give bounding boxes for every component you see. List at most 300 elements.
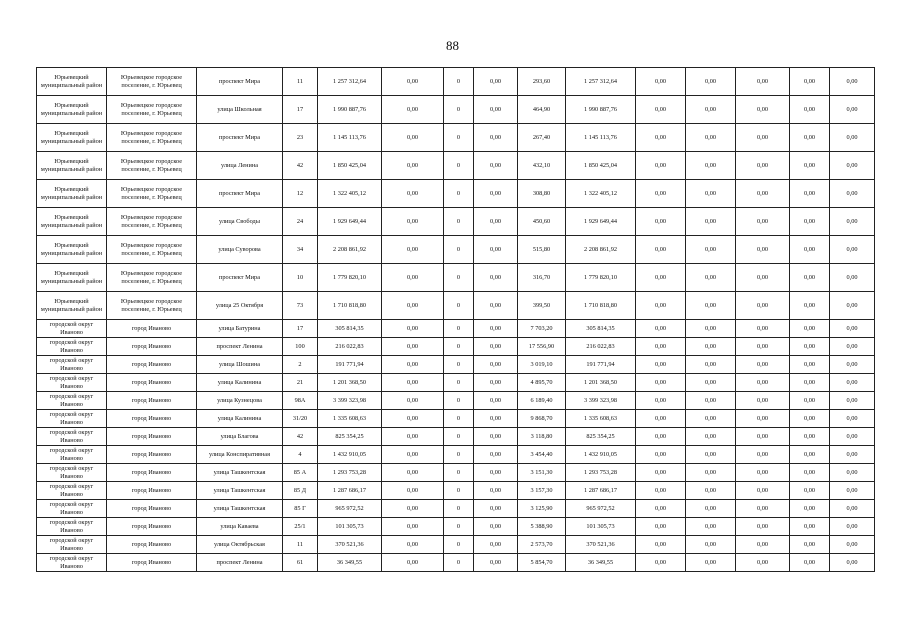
total-cell: 1 201 368,50 xyxy=(566,374,636,392)
amount-cell: 36 349,55 xyxy=(318,554,382,572)
col-14-cell: 0,00 xyxy=(790,518,830,536)
amount-cell: 1 432 910,05 xyxy=(318,446,382,464)
col-11-cell: 0,00 xyxy=(636,518,686,536)
col-13-cell: 0,00 xyxy=(736,338,790,356)
col-11-cell: 0,00 xyxy=(636,236,686,264)
table-row xyxy=(37,536,875,554)
col-7-cell: 0 xyxy=(444,482,474,500)
col-13-cell: 0,00 xyxy=(736,152,790,180)
area-cell: 464,90 xyxy=(518,96,566,124)
street-cell: проспект Мира xyxy=(197,180,283,208)
col-13-cell: 0,00 xyxy=(736,392,790,410)
col-12-cell: 0,00 xyxy=(686,180,736,208)
col-7-cell: 0 xyxy=(444,338,474,356)
col-12-cell: 0,00 xyxy=(686,410,736,428)
table-row xyxy=(37,392,875,410)
col-7-cell: 0 xyxy=(444,292,474,320)
col-8-cell: 0,00 xyxy=(474,338,518,356)
settlement-cell: город Иваново xyxy=(107,410,197,428)
col-12-cell: 0,00 xyxy=(686,446,736,464)
col-7-cell: 0 xyxy=(444,264,474,292)
house-number-cell: 85 А xyxy=(283,464,318,482)
col-7-cell: 0 xyxy=(444,428,474,446)
table-body xyxy=(37,68,875,572)
municipality-cell: городской округ Иваново xyxy=(37,554,107,572)
col-11-cell: 0,00 xyxy=(636,500,686,518)
col-11-cell: 0,00 xyxy=(636,338,686,356)
col-15-cell: 0,00 xyxy=(830,356,875,374)
area-cell: 3 118,80 xyxy=(518,428,566,446)
municipality-cell: городской округ Иваново xyxy=(37,410,107,428)
table-row xyxy=(37,68,875,96)
col-7-cell: 0 xyxy=(444,68,474,96)
area-cell: 3 125,90 xyxy=(518,500,566,518)
settlement-cell: Юрьевецкое городское поселение, г. Юрьевец xyxy=(107,124,197,152)
col-13-cell: 0,00 xyxy=(736,208,790,236)
house-number-cell: 24 xyxy=(283,208,318,236)
col-8-cell: 0,00 xyxy=(474,410,518,428)
street-cell: проспект Ленина xyxy=(197,554,283,572)
col-12-cell: 0,00 xyxy=(686,500,736,518)
table-row xyxy=(37,124,875,152)
col-13-cell: 0,00 xyxy=(736,292,790,320)
col-13-cell: 0,00 xyxy=(736,264,790,292)
col-7-cell: 0 xyxy=(444,410,474,428)
col-11-cell: 0,00 xyxy=(636,554,686,572)
col-6-cell: 0,00 xyxy=(382,124,444,152)
house-number-cell: 4 xyxy=(283,446,318,464)
col-12-cell: 0,00 xyxy=(686,236,736,264)
settlement-cell: город Иваново xyxy=(107,464,197,482)
amount-cell: 1 293 753,28 xyxy=(318,464,382,482)
col-11-cell: 0,00 xyxy=(636,356,686,374)
col-11-cell: 0,00 xyxy=(636,68,686,96)
house-number-cell: 85 Д xyxy=(283,482,318,500)
house-number-cell: 100 xyxy=(283,338,318,356)
house-number-cell: 42 xyxy=(283,152,318,180)
col-6-cell: 0,00 xyxy=(382,96,444,124)
total-cell: 191 771,94 xyxy=(566,356,636,374)
area-cell: 17 556,90 xyxy=(518,338,566,356)
amount-cell: 1 322 405,12 xyxy=(318,180,382,208)
amount-cell: 305 814,35 xyxy=(318,320,382,338)
col-7-cell: 0 xyxy=(444,446,474,464)
total-cell: 370 521,36 xyxy=(566,536,636,554)
col-7-cell: 0 xyxy=(444,236,474,264)
col-15-cell: 0,00 xyxy=(830,208,875,236)
col-6-cell: 0,00 xyxy=(382,518,444,536)
area-cell: 5 388,90 xyxy=(518,518,566,536)
col-7-cell: 0 xyxy=(444,96,474,124)
col-14-cell: 0,00 xyxy=(790,482,830,500)
col-15-cell: 0,00 xyxy=(830,554,875,572)
area-cell: 432,10 xyxy=(518,152,566,180)
total-cell: 1 287 686,17 xyxy=(566,482,636,500)
col-11-cell: 0,00 xyxy=(636,152,686,180)
col-8-cell: 0,00 xyxy=(474,356,518,374)
col-14-cell: 0,00 xyxy=(790,428,830,446)
street-cell: улица Ташкентская xyxy=(197,500,283,518)
total-cell: 1 322 405,12 xyxy=(566,180,636,208)
total-cell: 825 354,25 xyxy=(566,428,636,446)
table-row xyxy=(37,338,875,356)
table-row xyxy=(37,410,875,428)
col-14-cell: 0,00 xyxy=(790,356,830,374)
col-8-cell: 0,00 xyxy=(474,536,518,554)
area-cell: 7 703,20 xyxy=(518,320,566,338)
col-13-cell: 0,00 xyxy=(736,464,790,482)
col-8-cell: 0,00 xyxy=(474,374,518,392)
municipality-cell: городской округ Иваново xyxy=(37,536,107,554)
col-13-cell: 0,00 xyxy=(736,356,790,374)
col-8-cell: 0,00 xyxy=(474,320,518,338)
col-6-cell: 0,00 xyxy=(382,374,444,392)
col-11-cell: 0,00 xyxy=(636,96,686,124)
table-row xyxy=(37,374,875,392)
col-12-cell: 0,00 xyxy=(686,96,736,124)
col-6-cell: 0,00 xyxy=(382,500,444,518)
col-14-cell: 0,00 xyxy=(790,292,830,320)
col-14-cell: 0,00 xyxy=(790,320,830,338)
col-8-cell: 0,00 xyxy=(474,264,518,292)
table-row xyxy=(37,208,875,236)
house-number-cell: 11 xyxy=(283,68,318,96)
col-12-cell: 0,00 xyxy=(686,464,736,482)
col-13-cell: 0,00 xyxy=(736,446,790,464)
table-row xyxy=(37,180,875,208)
settlement-cell: город Иваново xyxy=(107,518,197,536)
area-cell: 4 895,70 xyxy=(518,374,566,392)
col-6-cell: 0,00 xyxy=(382,410,444,428)
total-cell: 1 929 649,44 xyxy=(566,208,636,236)
col-12-cell: 0,00 xyxy=(686,152,736,180)
total-cell: 36 349,55 xyxy=(566,554,636,572)
municipality-cell: городской округ Иваново xyxy=(37,374,107,392)
amount-cell: 1 145 113,76 xyxy=(318,124,382,152)
col-11-cell: 0,00 xyxy=(636,410,686,428)
settlement-cell: город Иваново xyxy=(107,446,197,464)
settlement-cell: город Иваново xyxy=(107,320,197,338)
col-6-cell: 0,00 xyxy=(382,180,444,208)
house-number-cell: 10 xyxy=(283,264,318,292)
total-cell: 965 972,52 xyxy=(566,500,636,518)
col-8-cell: 0,00 xyxy=(474,124,518,152)
col-7-cell: 0 xyxy=(444,392,474,410)
col-15-cell: 0,00 xyxy=(830,410,875,428)
house-number-cell: 98А xyxy=(283,392,318,410)
col-7-cell: 0 xyxy=(444,518,474,536)
municipality-cell: городской округ Иваново xyxy=(37,482,107,500)
settlement-cell: Юрьевецкое городское поселение, г. Юрьевец xyxy=(107,180,197,208)
col-15-cell: 0,00 xyxy=(830,338,875,356)
amount-cell: 216 022,83 xyxy=(318,338,382,356)
house-number-cell: 11 xyxy=(283,536,318,554)
house-number-cell: 73 xyxy=(283,292,318,320)
municipality-cell: городской округ Иваново xyxy=(37,446,107,464)
col-14-cell: 0,00 xyxy=(790,264,830,292)
col-13-cell: 0,00 xyxy=(736,96,790,124)
col-12-cell: 0,00 xyxy=(686,320,736,338)
col-11-cell: 0,00 xyxy=(636,180,686,208)
col-13-cell: 0,00 xyxy=(736,482,790,500)
col-11-cell: 0,00 xyxy=(636,292,686,320)
col-6-cell: 0,00 xyxy=(382,320,444,338)
municipality-cell: Юрьевецкий муниципальный район xyxy=(37,180,107,208)
col-12-cell: 0,00 xyxy=(686,392,736,410)
municipality-cell: городской округ Иваново xyxy=(37,356,107,374)
street-cell: улица Калинина xyxy=(197,374,283,392)
house-number-cell: 17 xyxy=(283,320,318,338)
municipality-cell: Юрьевецкий муниципальный район xyxy=(37,208,107,236)
total-cell: 1 779 820,10 xyxy=(566,264,636,292)
col-14-cell: 0,00 xyxy=(790,96,830,124)
settlement-cell: город Иваново xyxy=(107,500,197,518)
col-6-cell: 0,00 xyxy=(382,446,444,464)
col-8-cell: 0,00 xyxy=(474,554,518,572)
amount-cell: 1 990 887,76 xyxy=(318,96,382,124)
col-12-cell: 0,00 xyxy=(686,68,736,96)
col-13-cell: 0,00 xyxy=(736,536,790,554)
amount-cell: 825 354,25 xyxy=(318,428,382,446)
col-12-cell: 0,00 xyxy=(686,208,736,236)
settlement-cell: Юрьевецкое городское поселение, г. Юрьевец xyxy=(107,292,197,320)
buildings-table xyxy=(36,67,875,572)
street-cell: улица Суворова xyxy=(197,236,283,264)
col-14-cell: 0,00 xyxy=(790,536,830,554)
col-14-cell: 0,00 xyxy=(790,338,830,356)
area-cell: 6 189,40 xyxy=(518,392,566,410)
table-row xyxy=(37,482,875,500)
col-6-cell: 0,00 xyxy=(382,208,444,236)
col-15-cell: 0,00 xyxy=(830,446,875,464)
amount-cell: 965 972,52 xyxy=(318,500,382,518)
col-15-cell: 0,00 xyxy=(830,152,875,180)
col-14-cell: 0,00 xyxy=(790,446,830,464)
total-cell: 1 850 425,04 xyxy=(566,152,636,180)
table-row xyxy=(37,554,875,572)
col-8-cell: 0,00 xyxy=(474,428,518,446)
col-8-cell: 0,00 xyxy=(474,292,518,320)
col-7-cell: 0 xyxy=(444,554,474,572)
street-cell: улица Ташкентская xyxy=(197,482,283,500)
col-11-cell: 0,00 xyxy=(636,428,686,446)
house-number-cell: 21 xyxy=(283,374,318,392)
amount-cell: 101 305,73 xyxy=(318,518,382,536)
amount-cell: 1 257 312,64 xyxy=(318,68,382,96)
municipality-cell: городской округ Иваново xyxy=(37,428,107,446)
street-cell: улица Свободы xyxy=(197,208,283,236)
col-7-cell: 0 xyxy=(444,464,474,482)
area-cell: 3 151,30 xyxy=(518,464,566,482)
table-row xyxy=(37,356,875,374)
settlement-cell: Юрьевецкое городское поселение, г. Юрьевец xyxy=(107,68,197,96)
total-cell: 1 293 753,28 xyxy=(566,464,636,482)
col-15-cell: 0,00 xyxy=(830,392,875,410)
col-7-cell: 0 xyxy=(444,320,474,338)
col-6-cell: 0,00 xyxy=(382,536,444,554)
col-13-cell: 0,00 xyxy=(736,374,790,392)
col-8-cell: 0,00 xyxy=(474,152,518,180)
amount-cell: 1 710 818,80 xyxy=(318,292,382,320)
col-7-cell: 0 xyxy=(444,356,474,374)
col-13-cell: 0,00 xyxy=(736,68,790,96)
street-cell: проспект Мира xyxy=(197,68,283,96)
col-12-cell: 0,00 xyxy=(686,554,736,572)
municipality-cell: городской округ Иваново xyxy=(37,500,107,518)
col-15-cell: 0,00 xyxy=(830,68,875,96)
street-cell: улица Каваева xyxy=(197,518,283,536)
amount-cell: 370 521,36 xyxy=(318,536,382,554)
street-cell: улица Школьная xyxy=(197,96,283,124)
col-14-cell: 0,00 xyxy=(790,554,830,572)
col-13-cell: 0,00 xyxy=(736,180,790,208)
col-14-cell: 0,00 xyxy=(790,464,830,482)
municipality-cell: Юрьевецкий муниципальный район xyxy=(37,124,107,152)
col-8-cell: 0,00 xyxy=(474,464,518,482)
col-15-cell: 0,00 xyxy=(830,236,875,264)
total-cell: 1 257 312,64 xyxy=(566,68,636,96)
total-cell: 101 305,73 xyxy=(566,518,636,536)
col-8-cell: 0,00 xyxy=(474,482,518,500)
col-14-cell: 0,00 xyxy=(790,68,830,96)
table-row xyxy=(37,236,875,264)
col-7-cell: 0 xyxy=(444,124,474,152)
municipality-cell: Юрьевецкий муниципальный район xyxy=(37,68,107,96)
street-cell: проспект Мира xyxy=(197,124,283,152)
amount-cell: 1 929 649,44 xyxy=(318,208,382,236)
house-number-cell: 42 xyxy=(283,428,318,446)
table-row xyxy=(37,320,875,338)
col-15-cell: 0,00 xyxy=(830,482,875,500)
col-11-cell: 0,00 xyxy=(636,124,686,152)
col-15-cell: 0,00 xyxy=(830,428,875,446)
table-row xyxy=(37,500,875,518)
municipality-cell: Юрьевецкий муниципальный район xyxy=(37,292,107,320)
municipality-cell: Юрьевецкий муниципальный район xyxy=(37,152,107,180)
col-8-cell: 0,00 xyxy=(474,236,518,264)
settlement-cell: город Иваново xyxy=(107,536,197,554)
col-15-cell: 0,00 xyxy=(830,464,875,482)
col-13-cell: 0,00 xyxy=(736,236,790,264)
amount-cell: 2 208 861,92 xyxy=(318,236,382,264)
col-8-cell: 0,00 xyxy=(474,518,518,536)
col-6-cell: 0,00 xyxy=(382,392,444,410)
col-7-cell: 0 xyxy=(444,500,474,518)
total-cell: 1 990 887,76 xyxy=(566,96,636,124)
municipality-cell: городской округ Иваново xyxy=(37,320,107,338)
table-row xyxy=(37,292,875,320)
col-8-cell: 0,00 xyxy=(474,392,518,410)
house-number-cell: 34 xyxy=(283,236,318,264)
col-14-cell: 0,00 xyxy=(790,392,830,410)
col-15-cell: 0,00 xyxy=(830,96,875,124)
total-cell: 2 208 861,92 xyxy=(566,236,636,264)
col-11-cell: 0,00 xyxy=(636,264,686,292)
col-8-cell: 0,00 xyxy=(474,208,518,236)
settlement-cell: город Иваново xyxy=(107,338,197,356)
col-11-cell: 0,00 xyxy=(636,320,686,338)
area-cell: 293,60 xyxy=(518,68,566,96)
street-cell: улица Октябрьская xyxy=(197,536,283,554)
col-6-cell: 0,00 xyxy=(382,236,444,264)
settlement-cell: город Иваново xyxy=(107,482,197,500)
municipality-cell: Юрьевецкий муниципальный район xyxy=(37,96,107,124)
col-14-cell: 0,00 xyxy=(790,124,830,152)
col-11-cell: 0,00 xyxy=(636,208,686,236)
street-cell: улица Калинина xyxy=(197,410,283,428)
col-13-cell: 0,00 xyxy=(736,410,790,428)
col-8-cell: 0,00 xyxy=(474,68,518,96)
col-7-cell: 0 xyxy=(444,180,474,208)
col-14-cell: 0,00 xyxy=(790,500,830,518)
col-7-cell: 0 xyxy=(444,152,474,180)
settlement-cell: город Иваново xyxy=(107,428,197,446)
table-row xyxy=(37,446,875,464)
col-14-cell: 0,00 xyxy=(790,236,830,264)
col-8-cell: 0,00 xyxy=(474,96,518,124)
col-12-cell: 0,00 xyxy=(686,482,736,500)
col-11-cell: 0,00 xyxy=(636,464,686,482)
total-cell: 1 145 113,76 xyxy=(566,124,636,152)
col-15-cell: 0,00 xyxy=(830,500,875,518)
street-cell: улица Кузнецова xyxy=(197,392,283,410)
house-number-cell: 31/20 xyxy=(283,410,318,428)
col-8-cell: 0,00 xyxy=(474,180,518,208)
col-14-cell: 0,00 xyxy=(790,208,830,236)
table-row xyxy=(37,264,875,292)
municipality-cell: городской округ Иваново xyxy=(37,518,107,536)
total-cell: 1 432 910,05 xyxy=(566,446,636,464)
col-6-cell: 0,00 xyxy=(382,464,444,482)
total-cell: 1 710 818,80 xyxy=(566,292,636,320)
street-cell: улица Ташкентская xyxy=(197,464,283,482)
col-13-cell: 0,00 xyxy=(736,124,790,152)
settlement-cell: Юрьевецкое городское поселение, г. Юрьевец xyxy=(107,96,197,124)
settlement-cell: город Иваново xyxy=(107,374,197,392)
col-15-cell: 0,00 xyxy=(830,124,875,152)
table-row xyxy=(37,152,875,180)
street-cell: улица Конспиративная xyxy=(197,446,283,464)
municipality-cell: городской округ Иваново xyxy=(37,392,107,410)
house-number-cell: 85 Г xyxy=(283,500,318,518)
municipality-cell: Юрьевецкий муниципальный район xyxy=(37,236,107,264)
amount-cell: 3 399 323,98 xyxy=(318,392,382,410)
total-cell: 3 399 323,98 xyxy=(566,392,636,410)
house-number-cell: 61 xyxy=(283,554,318,572)
page-number: 88 xyxy=(446,38,459,53)
total-cell: 305 814,35 xyxy=(566,320,636,338)
municipality-cell: городской округ Иваново xyxy=(37,464,107,482)
col-12-cell: 0,00 xyxy=(686,536,736,554)
col-11-cell: 0,00 xyxy=(636,374,686,392)
col-6-cell: 0,00 xyxy=(382,264,444,292)
amount-cell: 1 779 820,10 xyxy=(318,264,382,292)
street-cell: проспект Мира xyxy=(197,264,283,292)
table-row xyxy=(37,96,875,124)
settlement-cell: город Иваново xyxy=(107,554,197,572)
area-cell: 3 157,30 xyxy=(518,482,566,500)
area-cell: 308,80 xyxy=(518,180,566,208)
col-13-cell: 0,00 xyxy=(736,500,790,518)
amount-cell: 1 850 425,04 xyxy=(318,152,382,180)
col-6-cell: 0,00 xyxy=(382,482,444,500)
col-6-cell: 0,00 xyxy=(382,292,444,320)
col-12-cell: 0,00 xyxy=(686,264,736,292)
street-cell: улица Благова xyxy=(197,428,283,446)
col-13-cell: 0,00 xyxy=(736,320,790,338)
area-cell: 9 868,70 xyxy=(518,410,566,428)
house-number-cell: 17 xyxy=(283,96,318,124)
